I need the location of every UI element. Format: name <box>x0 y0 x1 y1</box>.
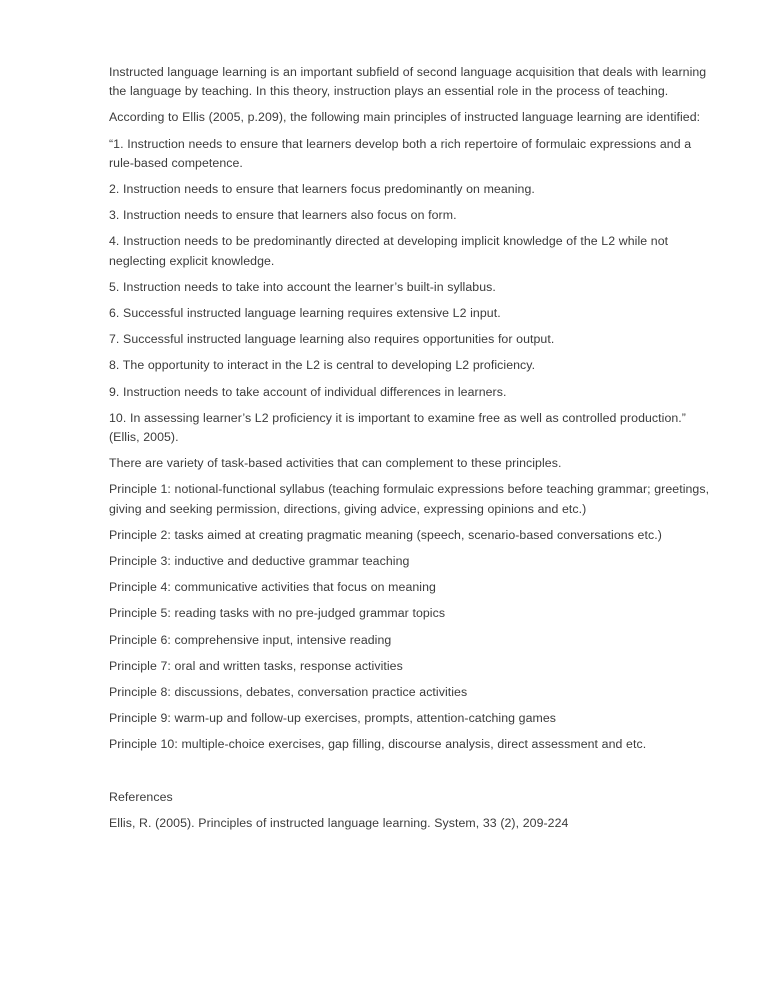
activity-principle-4: Principle 4: communicative activities that focus on meaning <box>109 580 436 595</box>
activity-principle-3: Principle 3: inductive and deductive grammar teaching <box>109 554 410 569</box>
principle-quote-item-10: 10. In assessing learner’s L2 proficiency it is important to examine free as well as controlled production.” (Ellis, 2005). <box>109 410 686 445</box>
principle-quote-item-8: 8. The opportunity to interact in the L2 is central to developing L2 proficiency. <box>109 358 536 373</box>
principle-quote-item-1: “1. Instruction needs to ensure that learners develop both a rich repertoire of formulaic expressions and a rule-based competence. <box>109 136 692 170</box>
activity-principle-2: Principle 2: tasks aimed at creating pragmatic meaning (speech, scenario-based conversations etc.) <box>109 527 662 542</box>
principle-quote-item-9: 9. Instruction needs to take account of individual differences in learners. <box>109 384 507 399</box>
principle-quote-item-2: 2. Instruction needs to ensure that learners focus predominantly on meaning. <box>109 182 535 197</box>
intro-paragraph-1: Instructed language learning is an important subfield of second language acquisition that deals with learning the language by teaching. In this theory, instruction plays an essential role in the process of teaching. <box>109 65 707 99</box>
intro-paragraph-2: According to Ellis (2005, p.209), the following main principles of instructed language learning are identified: <box>109 110 701 125</box>
principle-quote-item-3: 3. Instruction needs to ensure that learners also focus on form. <box>109 208 457 223</box>
principle-quote-item-4: 4. Instruction needs to be predominantly directed at developing implicit knowledge of the L2 while not neglecting explicit knowledge. <box>109 234 669 268</box>
principle-quote-item-6: 6. Successful instructed language learning requires extensive L2 input. <box>109 306 501 321</box>
activity-principle-10: Principle 10: multiple-choice exercises, gap filling, discourse analysis, direct assessment and etc. <box>109 737 647 752</box>
activity-principle-1: Principle 1: notional-functional syllabus (teaching formulaic expressions before teaching grammar; greetings, giving and seeking permission, directions, giving advice, expressing opinions and etc.) <box>109 482 710 516</box>
principle-quote-item-7: 7. Successful instructed language learning also requires opportunities for output. <box>109 332 555 347</box>
transition-paragraph: There are variety of task-based activities that can complement to these principles. <box>109 456 562 471</box>
activity-principle-8: Principle 8: discussions, debates, conversation practice activities <box>109 685 468 700</box>
activity-principle-5: Principle 5: reading tasks with no pre-judged grammar topics <box>109 606 446 621</box>
activity-principle-7: Principle 7: oral and written tasks, response activities <box>109 658 403 673</box>
activity-principle-9: Principle 9: warm-up and follow-up exercises, prompts, attention-catching games <box>109 711 557 726</box>
document-body <box>109 63 713 833</box>
references-heading: References <box>109 789 173 804</box>
reference-entry-1: Ellis, R. (2005). Principles of instructed language learning. System, 33 (2), 209-224 <box>109 816 569 831</box>
activity-principle-6: Principle 6: comprehensive input, intensive reading <box>109 632 392 647</box>
principle-quote-item-5: 5. Instruction needs to take into account the learner’s built-in syllabus. <box>109 279 496 294</box>
blank-paragraph-spacer <box>109 762 713 781</box>
